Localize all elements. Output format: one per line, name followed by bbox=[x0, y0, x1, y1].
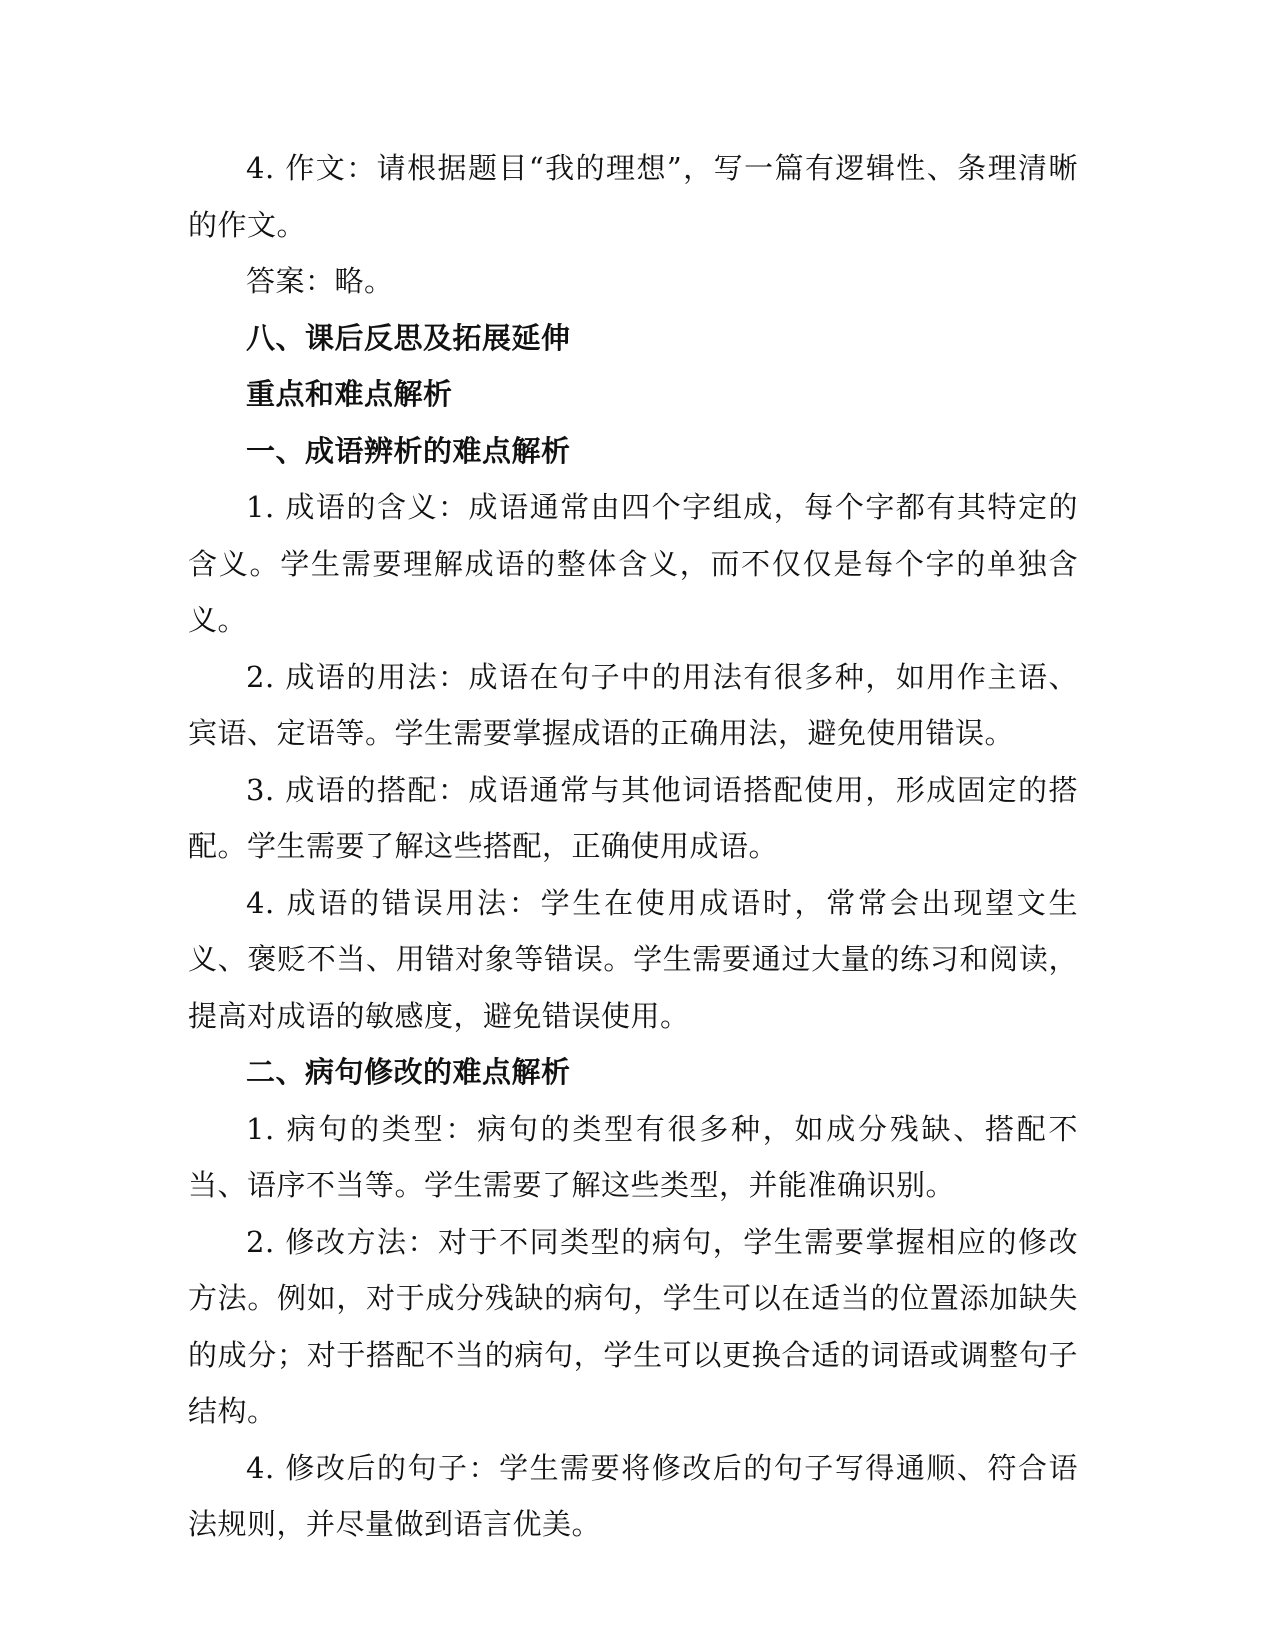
idiom-collocation-paragraph: 3. 成语的搭配：成语通常与其他词语搭配使用，形成固定的搭配。学生需要了解这些搭配，正确使用成语。 bbox=[188, 772, 1078, 863]
section-heading-reflection: 八、课后反思及拓展延伸 bbox=[246, 320, 571, 355]
section-heading-sentence-correction: 二、病句修改的难点解析 bbox=[246, 1055, 571, 1089]
document-body bbox=[188, 140, 1078, 1553]
section-heading-key-points: 重点和难点解析 bbox=[246, 377, 453, 411]
idiom-errors-paragraph: 4. 成语的错误用法：学生在使用成语时，常常会出现望文生义、褒贬不当、用错对象等错误。学生需要通过大量的练习和阅读，提高对成语的敏感度，避免错误使用。 bbox=[188, 885, 1078, 1033]
sentence-types-paragraph: 1. 病句的类型：病句的类型有很多种，如成分残缺、搭配不当、语序不当等。学生需要了解这些类型，并能准确识别。 bbox=[188, 1111, 1078, 1202]
essay-question-paragraph: 4. 作文：请根据题目“我的理想”，写一篇有逻辑性、条理清晰的作文。 bbox=[188, 151, 1078, 242]
answer-paragraph: 答案：略。 bbox=[246, 264, 394, 298]
idiom-meaning-paragraph: 1. 成语的含义：成语通常由四个字组成，每个字都有其特定的含义。学生需要理解成语的整体含义，而不仅仅是每个字的单独含义。 bbox=[188, 490, 1078, 637]
section-heading-idioms: 一、成语辨析的难点解析 bbox=[246, 433, 571, 468]
correction-methods-paragraph: 2. 修改方法：对于不同类型的病句，学生需要掌握相应的修改方法。例如，对于成分残缺的病句，学生可以在适当的位置添加缺失的成分；对于搭配不当的病句，学生可以更换合适的词语或调整句子结构。 bbox=[188, 1224, 1078, 1428]
idiom-usage-paragraph: 2. 成语的用法：成语在句子中的用法有很多种，如用作主语、宾语、定语等。学生需要掌握成语的正确用法，避免使用错误。 bbox=[188, 659, 1078, 750]
corrected-sentence-paragraph: 4. 修改后的句子：学生需要将修改后的句子写得通顺、符合语法规则，并尽量做到语言优美。 bbox=[188, 1450, 1078, 1541]
